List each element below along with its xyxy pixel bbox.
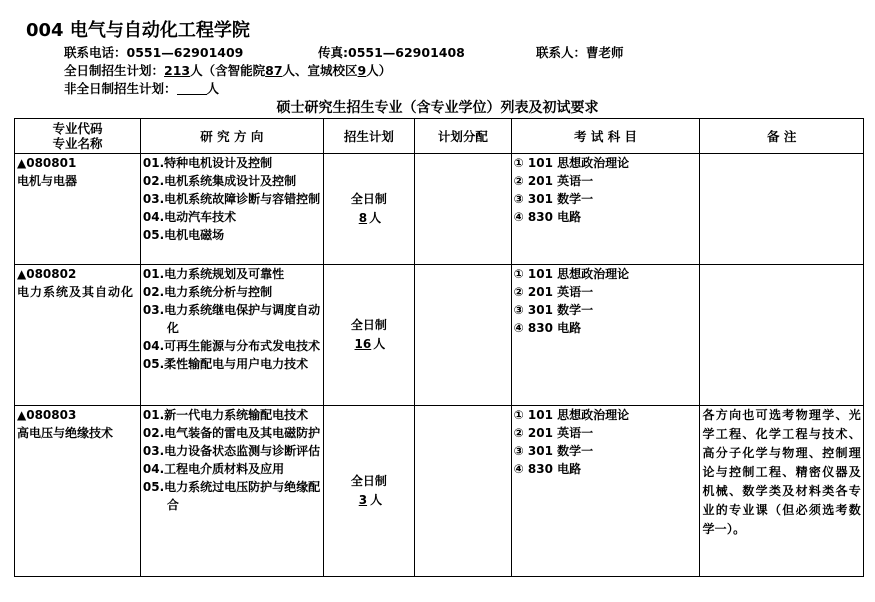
allocation-cell <box>415 406 511 577</box>
notes-cell <box>700 154 864 265</box>
program-name: 电力系统及其自动化 <box>17 285 135 299</box>
fulltime-plan-suffix: 人） <box>366 63 392 78</box>
directions-cell <box>140 154 323 265</box>
program-code: ▲080803 <box>17 408 77 422</box>
direction-item: 04.电动汽车技术 <box>142 210 237 224</box>
exam-cell <box>511 406 700 577</box>
exam-subject: ③ 301 数学一 <box>513 303 594 317</box>
header-allocation: 计划分配 <box>415 119 511 154</box>
exam-subject: ① 101 思想政治理论 <box>513 408 630 422</box>
plan-count-line <box>326 335 412 354</box>
intelligent-institute-count: 87 <box>265 63 283 78</box>
direction-item: 03.电机系统故障诊断与容错控制 <box>142 192 321 206</box>
xuancheng-campus-count: 9 <box>357 63 367 78</box>
contact-fax: 传真:0551—62901408 <box>318 45 465 60</box>
direction-item: 05.电力系统过电压防护与绝缘配合 <box>142 480 321 512</box>
exam-subject: ② 201 英语一 <box>513 426 594 440</box>
header-name: 专业名称 <box>52 136 103 151</box>
plan-count-line <box>326 491 412 510</box>
plan-unit: 人 <box>373 337 386 351</box>
direction-item: 05.电机电磁场 <box>142 228 225 242</box>
contact-person: 联系人：曹老师 <box>536 45 624 60</box>
notes-cell <box>700 265 864 406</box>
direction-item: 01.新一代电力系统输配电技术 <box>142 408 309 422</box>
direction-item: 04.可再生能源与分布式发电技术 <box>142 339 321 353</box>
program-code-cell <box>15 154 141 265</box>
header-exam: 考 试 科 目 <box>511 119 700 154</box>
parttime-plan-line <box>64 79 219 97</box>
table-row <box>15 265 864 406</box>
direction-item: 02.电机系统集成设计及控制 <box>142 174 297 188</box>
program-code: ▲080802 <box>17 267 77 281</box>
plan-type: 全日制 <box>350 192 387 206</box>
exam-subject: ④ 830 电路 <box>513 462 582 476</box>
fulltime-plan-total: 213 <box>164 63 191 78</box>
direction-item: 03.电力系统继电保护与调度自动化 <box>142 303 321 335</box>
plan-unit: 人 <box>369 211 382 225</box>
allocation-cell <box>415 265 511 406</box>
program-code-cell <box>15 265 141 406</box>
parttime-plan-blank <box>177 82 207 95</box>
exam-subject: ④ 830 电路 <box>513 321 582 335</box>
department-title: 004 电气与自动化工程学院 <box>26 20 250 41</box>
fulltime-plan-line <box>64 61 391 79</box>
notes-cell: 各方向也可选考物理学、光学工程、化学工程与技术、高分子化学与物理、控制理论与控制工程、精密仪器及机械、数学类及材料类各专业的专业课（但必须选考数学一）。 <box>700 406 864 577</box>
table-header-row <box>15 119 864 154</box>
direction-item: 04.工程电介质材料及应用 <box>142 462 285 476</box>
table-row <box>15 154 864 265</box>
exam-subject: ① 101 思想政治理论 <box>513 267 630 281</box>
parttime-plan-prefix: 非全日制招生计划： <box>64 81 177 96</box>
exam-subject: ④ 830 电路 <box>513 210 582 224</box>
exam-subject: ① 101 思想政治理论 <box>513 156 630 170</box>
program-name: 电机与电器 <box>17 174 78 188</box>
plan-cell <box>323 265 414 406</box>
exam-cell <box>511 154 700 265</box>
fulltime-plan-mid1: 人（含智能院 <box>190 63 266 78</box>
header-code: 专业代码 <box>52 121 103 136</box>
plan-cell <box>323 154 414 265</box>
fulltime-plan-mid2: 人、宣城校区 <box>282 63 358 78</box>
plan-count: 8 <box>358 211 368 225</box>
plan-cell <box>323 406 414 577</box>
plan-type: 全日制 <box>350 318 387 332</box>
header-plan: 招生计划 <box>323 119 414 154</box>
plan-type: 全日制 <box>350 474 387 488</box>
program-code-cell <box>15 406 141 577</box>
fulltime-plan-prefix: 全日制招生计划： <box>64 63 165 78</box>
header-code-name <box>15 119 141 154</box>
exam-subject: ③ 301 数学一 <box>513 444 594 458</box>
contact-phone: 联系电话：0551—62901409 <box>64 45 244 60</box>
direction-item: 02.电力系统分析与控制 <box>142 285 273 299</box>
exam-cell <box>511 265 700 406</box>
direction-item: 01.电力系统规划及可靠性 <box>142 267 285 281</box>
exam-subject: ② 201 英语一 <box>513 285 594 299</box>
table-title: 硕士研究生招生专业（含专业学位）列表及初试要求 <box>276 100 599 116</box>
exam-subject: ③ 301 数学一 <box>513 192 594 206</box>
program-code: ▲080801 <box>17 156 77 170</box>
directions-cell <box>140 265 323 406</box>
direction-item: 02.电气装备的雷电及其电磁防护 <box>142 426 321 440</box>
table-row <box>15 406 864 577</box>
plan-count-line <box>326 209 412 228</box>
parttime-plan-suffix: 人 <box>206 81 220 96</box>
plan-unit: 人 <box>370 493 383 507</box>
plan-count: 3 <box>358 493 368 507</box>
direction-item: 03.电力设备状态监测与诊断评估 <box>142 444 321 458</box>
plan-count: 16 <box>354 337 372 351</box>
program-name: 高电压与绝缘技术 <box>17 426 114 440</box>
direction-item: 01.特种电机设计及控制 <box>142 156 273 170</box>
direction-item: 05.柔性输配电与用户电力技术 <box>142 357 309 371</box>
exam-subject: ② 201 英语一 <box>513 174 594 188</box>
header-notes: 备 注 <box>700 119 864 154</box>
header-direction: 研 究 方 向 <box>140 119 323 154</box>
program-table <box>14 118 864 577</box>
directions-cell <box>140 406 323 577</box>
allocation-cell <box>415 154 511 265</box>
